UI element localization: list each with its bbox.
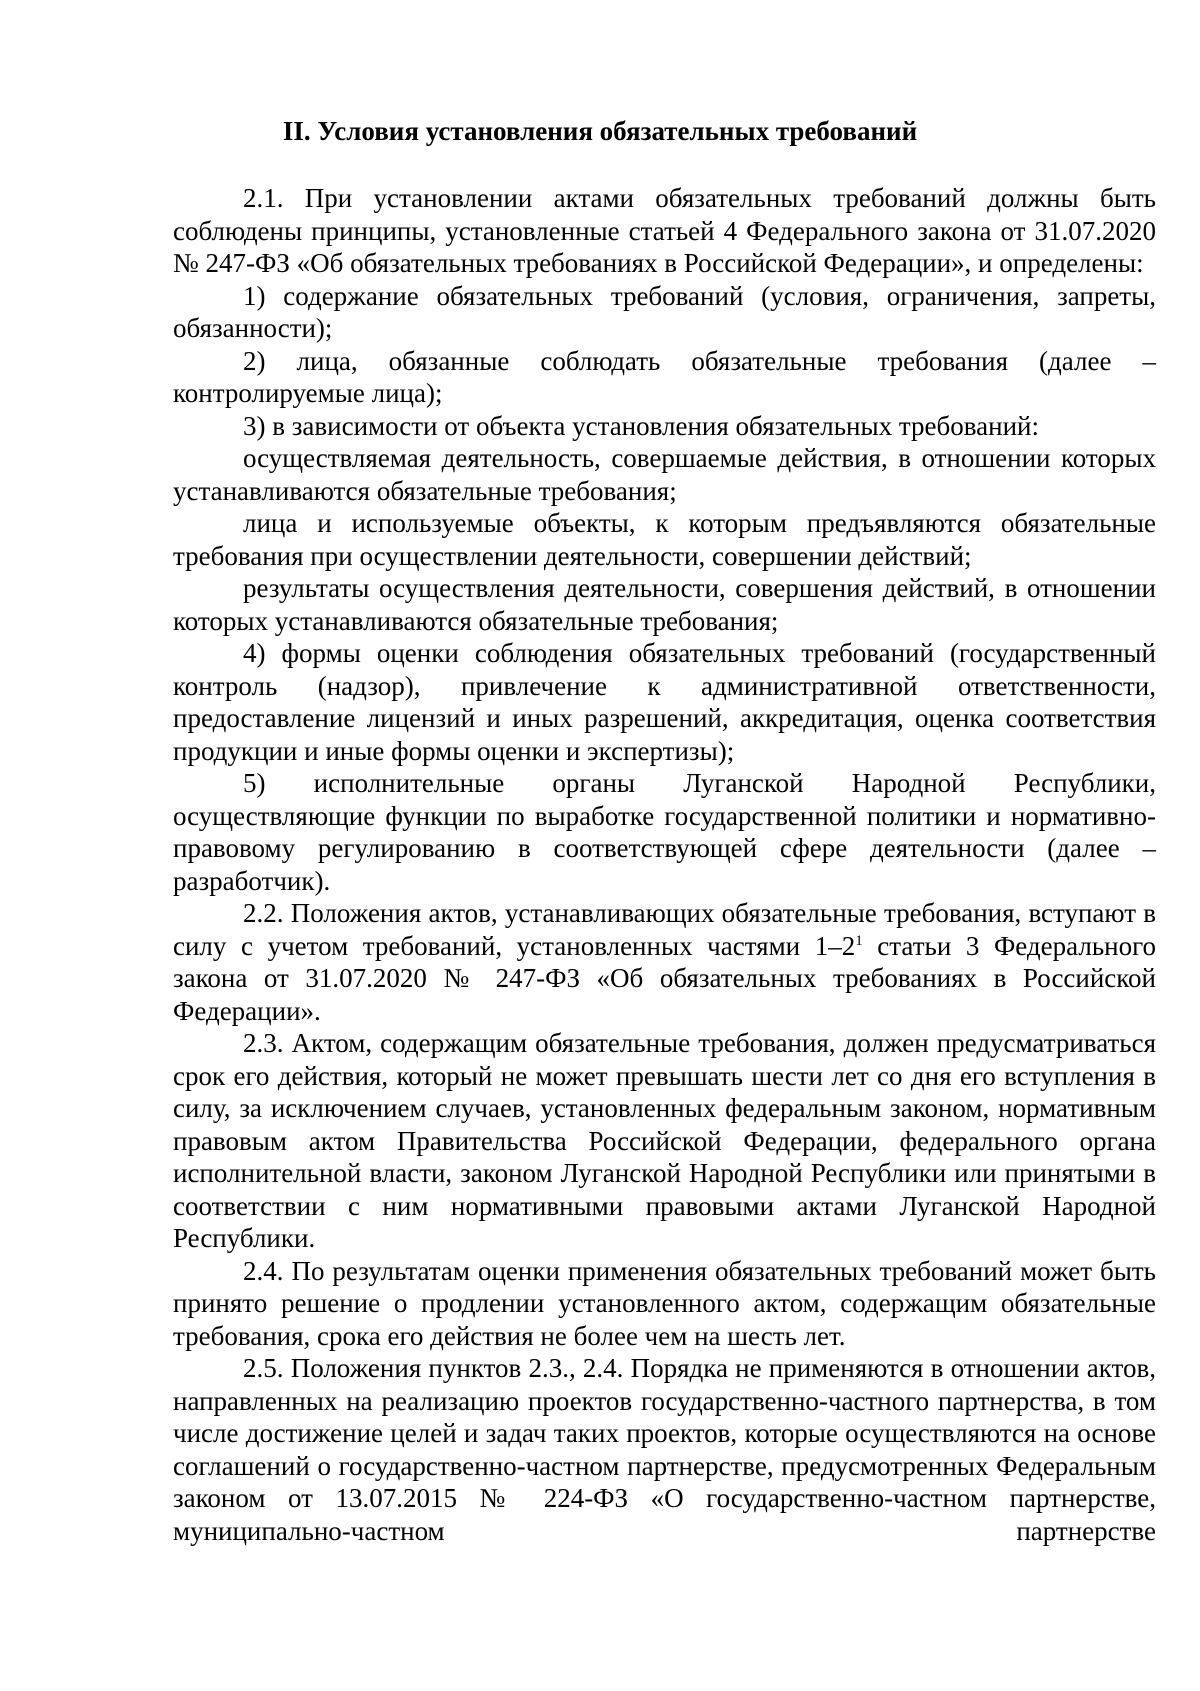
paragraph-2-1-item-3: 3) в зависимости от объекта установления обязательных требований:: [243, 410, 1039, 441]
paragraph-2-1-item-3-a: осуществляемая деятельность, совершаемые действия, в отношении которых устанавливаются обязательные требования;: [173, 443, 1156, 506]
paragraph-2-1: 2.1. При установлении актами обязательных требований должны быть соблюдены принципы, установленные статьей 4 Федерального закона от 31.07.2020 № 247-ФЗ «Об обязательных требованиях в Российской Федерации», и определены:: [173, 183, 1156, 278]
paragraph-2-2: [173, 897, 1156, 1027]
paragraph-2-2-text-end: статьи 3 Федерального закона от 31.07.2020 № 247-ФЗ «Об обязательных требованиях в Российской Федерации».: [173, 930, 1156, 1026]
paragraph-2-1-item-4: 4) формы оценки соблюдения обязательных требований (государственный контроль (надзор), привлечение к административной ответственности, предоставление лицензий и иных разрешений, аккредитация, оценка соответствия продукции и иные формы оценки и экспертизы);: [173, 638, 1156, 766]
paragraph-2-3: 2.3. Актом, содержащим обязательные требования, должен предусматриваться срок его действия, который не может превышать шести лет со дня его вступления в силу, за исключением случаев, установленных федеральным законом, нормативным правовым актом Правительства Российской Федерации, федерального органа исполнительной власти, законом Луганской Народной Республики или принятыми в соответствии с ним нормативными правовыми актами Луганской Народной Республики.: [173, 1028, 1156, 1253]
paragraph-2-1-item-3-c: результаты осуществления деятельности, совершения действий, в отношении которых устанавливаются обязательные требования;: [173, 573, 1156, 636]
paragraph-2-1-item-3-b: лица и используемые объекты, к которым предъявляются обязательные требования при осуществлении деятельности, совершении действий;: [173, 508, 1156, 571]
document-body: [173, 182, 1156, 1547]
paragraph-2-2-text-start: 2.2. Положения актов, устанавливающих обязательные требования, вступают в силу с учетом требований, установленных частями 1–2: [173, 898, 1156, 961]
superscript-marker: 1: [855, 932, 863, 949]
paragraph-2-1-item-5: 5) исполнительные органы Луганской Народной Республики, осуществляющие функции по выработке государственной политики и нормативно-правовому регулированию в соответствующей сфере деятельности (далее – разработчик).: [173, 768, 1156, 896]
paragraph-2-1-item-2: 2) лица, обязанные соблюдать обязательные требования (далее – контролируемые лица);: [173, 345, 1156, 408]
section-title: II. Условия установления обязательных требований: [282, 116, 918, 146]
paragraph-2-4: 2.4. По результатам оценки применения обязательных требований может быть принято решение о продлении установленного актом, содержащим обязательные требования, срока его действия не более чем на шесть лет.: [173, 1255, 1156, 1351]
paragraph-2-5: 2.5. Положения пунктов 2.3., 2.4. Порядка не применяются в отношении актов, направленных на реализацию проектов государственно-частного партнерства, в том числе достижение целей и задач таких проектов, которые осуществляются на основе соглашений о государственно-частном партнерстве, предусмотренных Федеральным законом от 13.07.2015 № 224-ФЗ «О государственно-частном партнерстве, муниципально-частном партнерстве: [173, 1353, 1156, 1546]
paragraph-2-1-item-1: 1) содержание обязательных требований (условия, ограничения, запреты, обязанности);: [173, 280, 1156, 343]
